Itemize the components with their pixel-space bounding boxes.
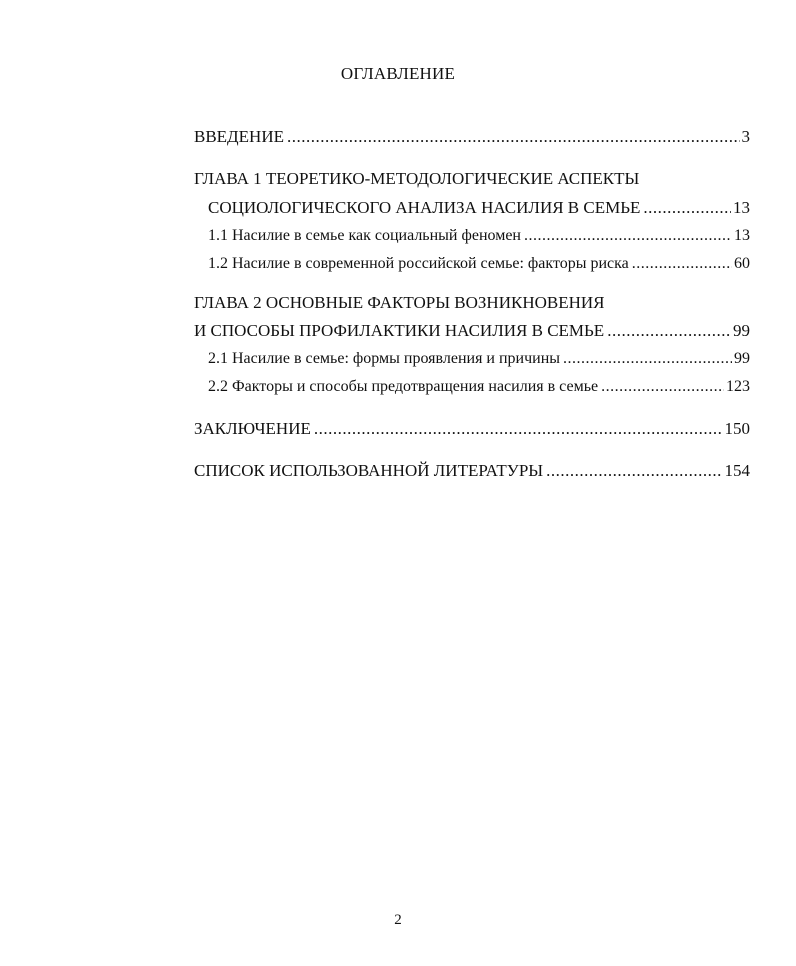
toc-page-number: 99 <box>734 350 750 367</box>
toc-entry-label: ВВЕДЕНИЕ <box>194 127 284 146</box>
toc-entry-references[interactable] <box>194 460 750 482</box>
page-title: ОГЛАВЛЕНИЕ <box>340 64 456 83</box>
toc-entry-label: 2.1 Насилие в семье: формы проявления и причины <box>208 350 561 367</box>
toc-entry-chapter2[interactable] <box>194 320 750 342</box>
toc-entry-label: ЗАКЛЮЧЕНИЕ <box>194 419 311 438</box>
toc-leader-dots <box>643 197 731 219</box>
toc-leader-dots <box>314 418 723 440</box>
toc-leader-dots <box>563 348 732 370</box>
toc-page-number: 3 <box>741 127 750 146</box>
toc-entry-section-1-2[interactable] <box>208 253 750 275</box>
toc-entry-label: СОЦИОЛОГИЧЕСКОГО АНАЛИЗА НАСИЛИЯ В СЕМЬЕ <box>208 198 641 217</box>
toc-leader-dots <box>632 253 732 275</box>
toc-entry-section-1-1[interactable] <box>208 225 750 247</box>
footer-page-number: 2 <box>394 912 402 928</box>
toc-leader-dots <box>601 376 724 398</box>
toc-entry-label: СПИСОК ИСПОЛЬЗОВАННОЙ ЛИТЕРАТУРЫ <box>194 461 544 480</box>
toc-page-number: 13 <box>733 198 750 217</box>
toc-leader-dots <box>287 126 740 148</box>
toc-leader-dots <box>524 225 732 247</box>
toc-page-number: 99 <box>733 321 750 340</box>
toc-page-number: 13 <box>734 227 750 244</box>
toc-entry-intro[interactable] <box>194 126 750 148</box>
toc-entry-label: 2.2 Факторы и способы предотвращения насилия в семье <box>208 378 599 395</box>
toc-entry-section-2-2[interactable] <box>208 376 750 398</box>
toc-page-number: 123 <box>726 378 750 395</box>
toc-entry-label: 1.1 Насилие в семье как социальный феномен <box>208 227 521 244</box>
toc-page-number: 154 <box>724 461 750 480</box>
toc-entry-label: И СПОСОБЫ ПРОФИЛАКТИКИ НАСИЛИЯ В СЕМЬЕ <box>194 321 605 340</box>
toc-entry-label: 1.2 Насилие в современной российской семье: факторы риска <box>208 255 629 272</box>
toc-leader-dots <box>607 320 731 342</box>
toc-leader-dots <box>546 460 722 482</box>
toc-entry-chapter1[interactable] <box>208 197 750 219</box>
toc-entry-section-2-1[interactable] <box>208 348 750 370</box>
toc-page-number: 60 <box>734 255 750 272</box>
toc-entry-conclusion[interactable] <box>194 418 750 440</box>
toc-chapter1-heading-line1[interactable]: ГЛАВА 1 ТЕОРЕТИКО-МЕТОДОЛОГИЧЕСКИЕ АСПЕКТЫ <box>194 169 640 188</box>
toc-page-number: 150 <box>724 419 750 438</box>
toc-chapter2-heading-line1[interactable]: ГЛАВА 2 ОСНОВНЫЕ ФАКТОРЫ ВОЗНИКНОВЕНИЯ <box>194 293 605 312</box>
